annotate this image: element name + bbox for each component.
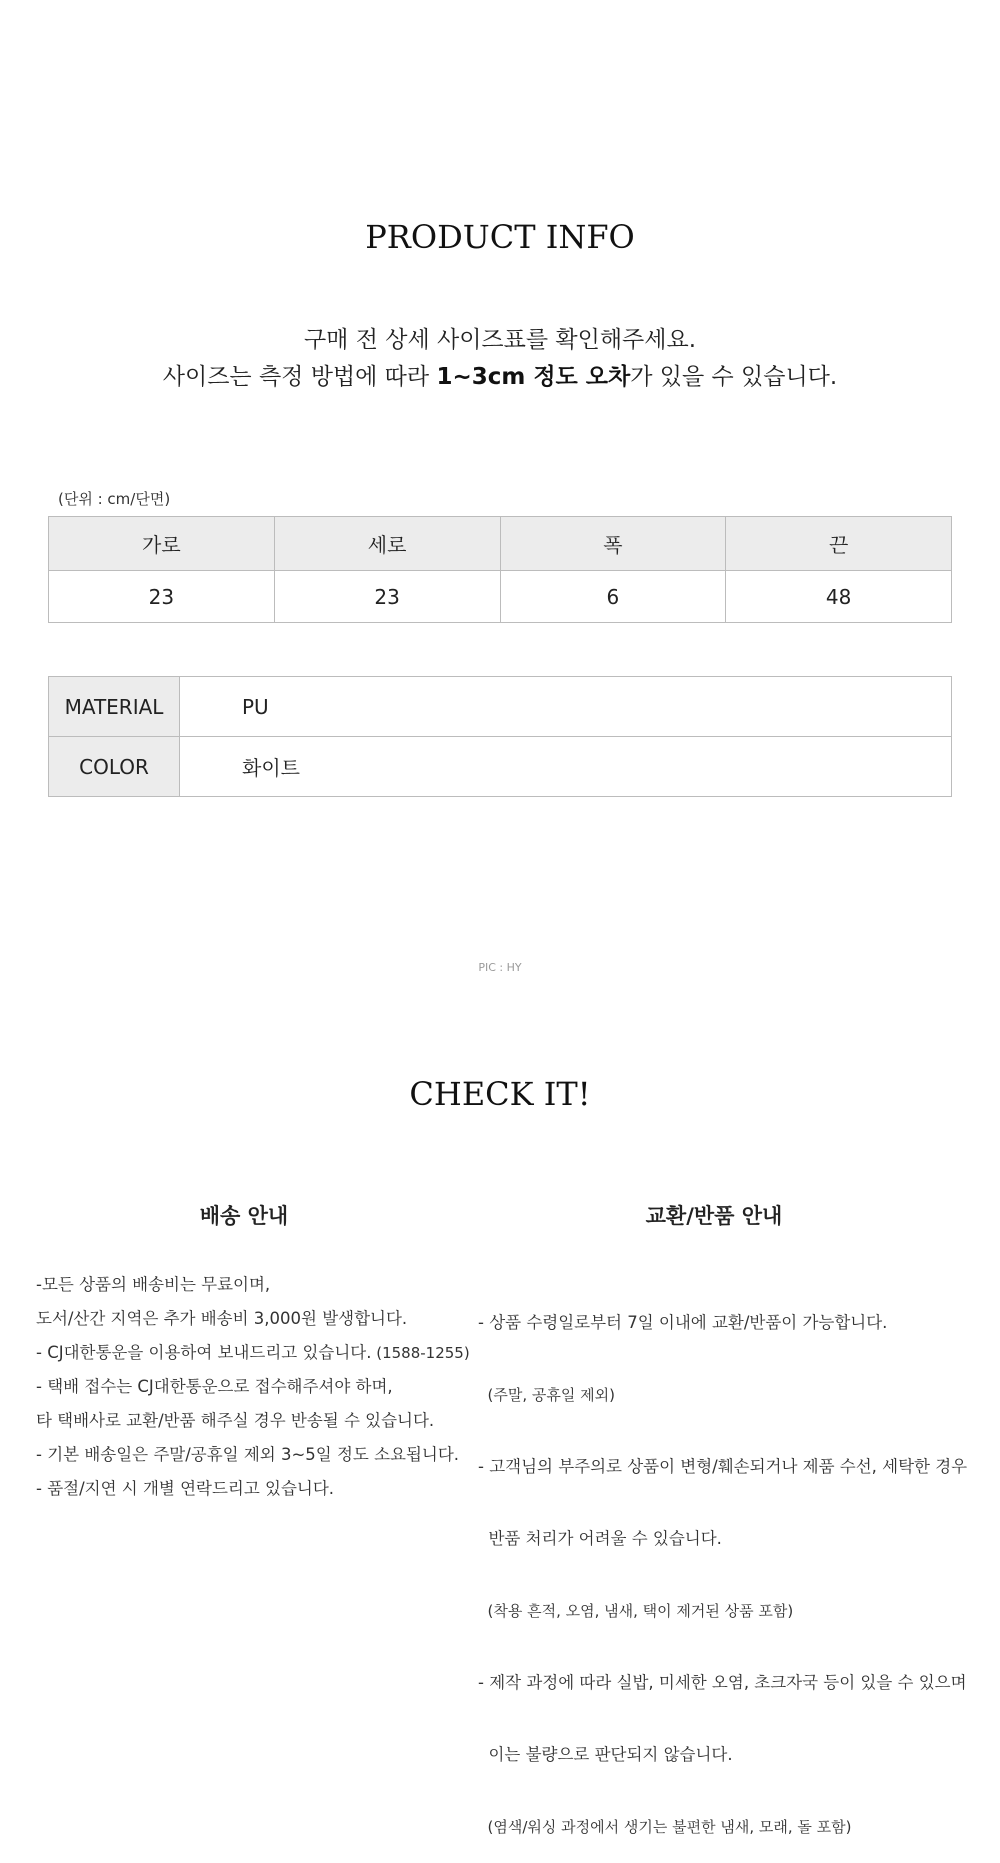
spec-row-material: [49, 677, 952, 737]
spec-key-material: MATERIAL: [49, 677, 180, 737]
size-table-header-row: [49, 517, 952, 571]
shipping-line: 타 택배사로 교환/반품 해주실 경우 반송될 수 있습니다.: [36, 1411, 435, 1430]
shipping-line: -모든 상품의 배송비는 무료이며,: [36, 1275, 271, 1294]
size-header-strap: 끈: [726, 517, 952, 571]
exchange-list: [478, 1268, 967, 1863]
exchange-line: (주말, 공휴일 제외): [478, 1386, 615, 1404]
shipping-heading: 배송 안내: [199, 1204, 289, 1228]
exchange-line: (착용 흔적, 오염, 냄새, 택이 제거된 상품 포함): [478, 1602, 794, 1620]
spec-key-color: COLOR: [49, 737, 180, 797]
photo-credit: PIC : HY: [478, 961, 522, 974]
size-value-strap: 48: [726, 571, 952, 623]
spec-value-color: 화이트: [180, 737, 952, 797]
size-unit-label: (단위 : cm/단면): [58, 490, 171, 508]
shipping-line: - 택배 접수는 CJ대한통운으로 접수해주셔야 하며,: [36, 1377, 393, 1396]
exchange-line: 이는 불량으로 판단되지 않습니다.: [478, 1745, 733, 1764]
size-table: [48, 516, 952, 623]
shipping-carrier-text: - CJ대한통운을 이용하여 보내드리고 있습니다.: [36, 1343, 372, 1362]
shipping-phone: (1588-1255): [371, 1344, 470, 1362]
shipping-line: 도서/산간 지역은 추가 배송비 3,000원 발생합니다.: [36, 1309, 408, 1328]
size-value-depth: 6: [500, 571, 726, 623]
size-notice-line1: 구매 전 상세 사이즈표를 확인해주세요.: [303, 327, 697, 353]
shipping-line: - 기본 배송일은 주말/공휴일 제외 3~5일 정도 소요됩니다.: [36, 1445, 460, 1464]
size-header-height: 세로: [274, 517, 500, 571]
exchange-line: 반품 처리가 어려울 수 있습니다.: [478, 1529, 722, 1548]
exchange-line: - 상품 수령일로부터 7일 이내에 교환/반품이 가능합니다.: [478, 1313, 888, 1332]
spec-row-color: [49, 737, 952, 797]
check-it-title: CHECK IT!: [409, 1075, 591, 1113]
notice-line2-pre: 사이즈는 측정 방법에 따라: [162, 364, 437, 390]
shipping-line: - 품절/지연 시 개별 연락드리고 있습니다.: [36, 1479, 335, 1498]
shipping-line: [36, 1336, 470, 1370]
exchange-line: - 고객님의 부주의로 상품이 변형/훼손되거나 제품 수선, 세탁한 경우: [478, 1457, 968, 1476]
exchange-line: - 제작 과정에 따라 실밥, 미세한 오염, 초크자국 등이 있을 수 있으며: [478, 1673, 967, 1692]
product-info-title: PRODUCT INFO: [365, 218, 635, 256]
shipping-list: [36, 1268, 470, 1506]
notice-line2-bold: 1~3cm 정도 오차: [436, 364, 631, 390]
size-header-depth: 폭: [500, 517, 726, 571]
size-value-width: 23: [49, 571, 275, 623]
spec-table: [48, 676, 952, 797]
exchange-line: (염색/워싱 과정에서 생기는 불편한 냄새, 모래, 돌 포함): [478, 1818, 852, 1836]
exchange-heading: 교환/반품 안내: [645, 1204, 783, 1228]
size-header-width: 가로: [49, 517, 275, 571]
size-value-height: 23: [274, 571, 500, 623]
spec-value-material: PU: [180, 677, 952, 737]
notice-line2-post: 가 있을 수 있습니다.: [630, 364, 838, 390]
size-notice-line2: [0, 359, 1000, 396]
size-table-value-row: [49, 571, 952, 623]
